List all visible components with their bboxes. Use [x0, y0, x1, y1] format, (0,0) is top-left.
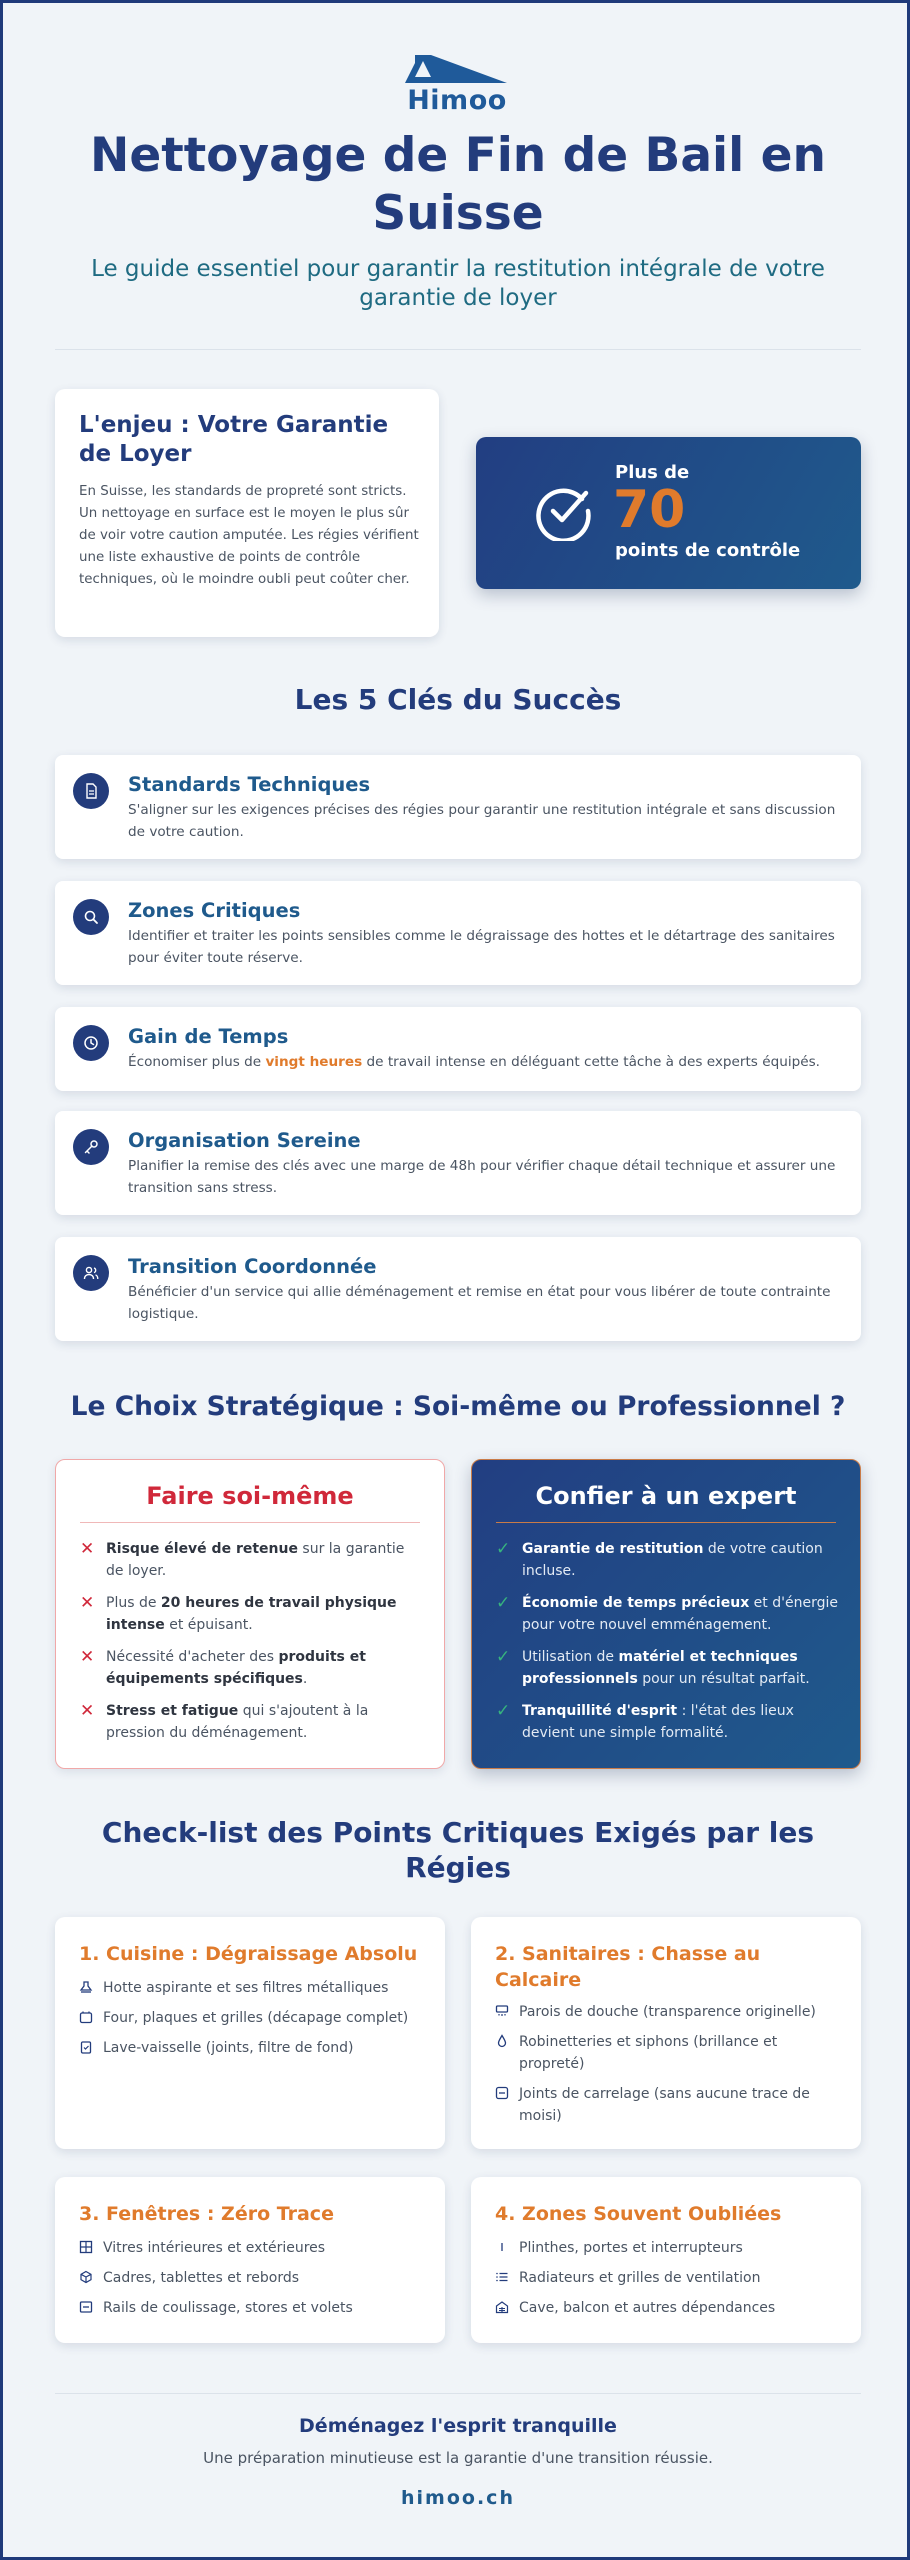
key-card-zones — [55, 881, 861, 985]
checklist-card-title: 3. Fenêtres : Zéro Trace — [79, 2203, 334, 2225]
himoo-logo — [401, 53, 513, 115]
diy-card: Faire soi-même ✕ Risque élevé de retenue sur la garantie de loyer. ✕ Plus de 20 heures de travail physique intense et épuisant. ✕ Nécessité d'acheter des produits et équipements spécifiques. ✕ Stress et fatigue qui s'ajoutent à la pression du déménagement. — [55, 1459, 445, 1769]
key-card-transition — [55, 1237, 861, 1341]
key-text: S'aligner sur les exigences précises des régies pour garantir une restitution intégrale et sans discussion de votre caution. — [128, 802, 836, 840]
footer-divider — [55, 2393, 861, 2394]
stat-prefix: Plus de — [615, 462, 690, 483]
key-title: Standards Techniques — [128, 773, 371, 796]
check-icon: ✓ — [496, 1701, 511, 1721]
cross-icon: ✕ — [80, 1647, 95, 1667]
footer-subtitle: Une préparation minutieuse est la garantie d'une transition réussie. — [203, 2449, 713, 2467]
shower-icon — [495, 2004, 509, 2018]
check-icon: ✓ — [496, 1593, 511, 1613]
keys-section-title: Les 5 Clés du Succès — [294, 683, 622, 716]
switch-icon — [495, 2240, 509, 2254]
checklist-card-kitchen: 1. Cuisine : Dégraissage Absolu Hotte aspirante et ses filtres métalliques Four, plaques et grilles (décapage complet) Lave-vaisselle (joints, filtre de fond) — [55, 1917, 445, 2149]
expert-title: Confier à un expert — [535, 1482, 797, 1510]
stat-number: 70 — [613, 480, 686, 540]
key-title: Transition Coordonnée — [128, 1255, 377, 1278]
users-icon — [73, 1255, 109, 1291]
header-divider — [55, 349, 861, 350]
comparison-title: Le Choix Stratégique : Soi-même ou Professionnel ? — [70, 1391, 846, 1422]
intro-title: L'enjeu : Votre Garantie de Loyer — [79, 412, 389, 467]
checklist-card-title: 1. Cuisine : Dégraissage Absolu — [79, 1943, 418, 1965]
cross-icon: ✕ — [80, 1593, 95, 1613]
cross-icon: ✕ — [80, 1539, 95, 1559]
list-icon — [495, 2270, 509, 2284]
key-card-time — [55, 1007, 861, 1091]
check-circle-icon — [534, 481, 594, 541]
diy-title: Faire soi-même — [146, 1482, 354, 1510]
key-text: Identifier et traiter les points sensibles comme le dégraissage des hottes et le détartrage des sanitaires pour éviter toute réserve. — [128, 928, 835, 966]
hood-icon — [79, 1980, 93, 1994]
oven-icon — [79, 2010, 93, 2024]
checklist-card-title: 4. Zones Souvent Oubliées — [495, 2203, 782, 2225]
key-card-organisation — [55, 1111, 861, 1215]
key-title: Gain de Temps — [128, 1025, 289, 1048]
stat-card — [476, 437, 861, 589]
stat-suffix: points de contrôle — [615, 540, 801, 561]
key-text: Planifier la remise des clés avec une marge de 48h pour vérifier chaque détail technique et assurer une transition sans stress. — [128, 1158, 836, 1196]
key-icon — [73, 1129, 109, 1165]
blind-icon — [79, 2300, 93, 2314]
checklist-card-bathroom: 2. Sanitaires : Chasse au Calcaire Parois de douche (transparence originelle) Robinetteries et siphons (brillance et propreté) Joints de carrelage (sans aucune trace de moisi) — [471, 1917, 861, 2149]
cube-icon — [79, 2270, 93, 2284]
key-text: Économiser plus de vingt heures de travail intense en déléguant cette tâche à des experts équipés. — [128, 1054, 820, 1070]
drop-icon — [495, 2034, 509, 2048]
key-title: Organisation Sereine — [128, 1129, 361, 1152]
tile-icon — [495, 2086, 509, 2100]
highlight-text: vingt heures — [265, 1054, 363, 1070]
search-icon — [73, 899, 109, 935]
page-subtitle: Le guide essentiel pour garantir la restitution intégrale de votre garantie de loyer — [91, 256, 825, 311]
key-text: Bénéficier d'un service qui allie déménagement et remise en état pour vous libérer de toute contrainte logistique. — [128, 1284, 831, 1322]
checklist-title: Check-list des Points Critiques Exigés par les Régies — [101, 1816, 815, 1884]
check-icon: ✓ — [496, 1647, 511, 1667]
diy-divider — [80, 1522, 420, 1523]
page-title: Nettoyage de Fin de Bail en Suisse — [90, 128, 826, 241]
cross-icon: ✕ — [80, 1701, 95, 1721]
footer-title: Déménagez l'esprit tranquille — [299, 2415, 617, 2437]
clock-icon — [73, 1025, 109, 1061]
checklist-card-windows: 3. Fenêtres : Zéro Trace Vitres intérieures et extérieures Cadres, tablettes et rebords Rails de coulissage, stores et volets — [55, 2177, 445, 2343]
intro-text: En Suisse, les standards de propreté sont stricts. Un nettoyage en surface est le moyen le plus sûr de voir votre caution amputée. Les régies vérifient une liste exhaustive de points de contrôle techniques, où le moindre oubli peut coûter cher. — [79, 484, 419, 587]
storage-icon — [495, 2300, 509, 2314]
checklist-card-forgotten: 4. Zones Souvent Oubliées Plinthes, portes et interrupteurs Radiateurs et grilles de ventilation Cave, balcon et autres dépendances — [471, 2177, 861, 2343]
window-icon — [79, 2240, 93, 2254]
document-icon — [73, 773, 109, 809]
expert-card: Confier à un expert ✓ Garantie de restitution de votre caution incluse. ✓ Économie de temps précieux et d'énergie pour votre nouvel emménagement. ✓ Utilisation de matériel et techniques professionnels pour un résultat parfait. ✓ Tranquillité d'esprit : l'état des lieux devient une simple formalité. — [471, 1459, 861, 1769]
key-card-standards — [55, 755, 861, 859]
key-title: Zones Critiques — [128, 899, 301, 922]
checklist-card-title: 2. Sanitaires : Chasse au Calcaire — [495, 1943, 761, 1991]
footer-site-link[interactable]: himoo.ch — [401, 2487, 515, 2509]
dishwasher-icon — [79, 2040, 93, 2054]
intro-card — [55, 389, 439, 637]
check-icon: ✓ — [496, 1539, 511, 1559]
expert-divider — [496, 1522, 836, 1523]
logo-wordmark: Himoo — [407, 85, 507, 116]
